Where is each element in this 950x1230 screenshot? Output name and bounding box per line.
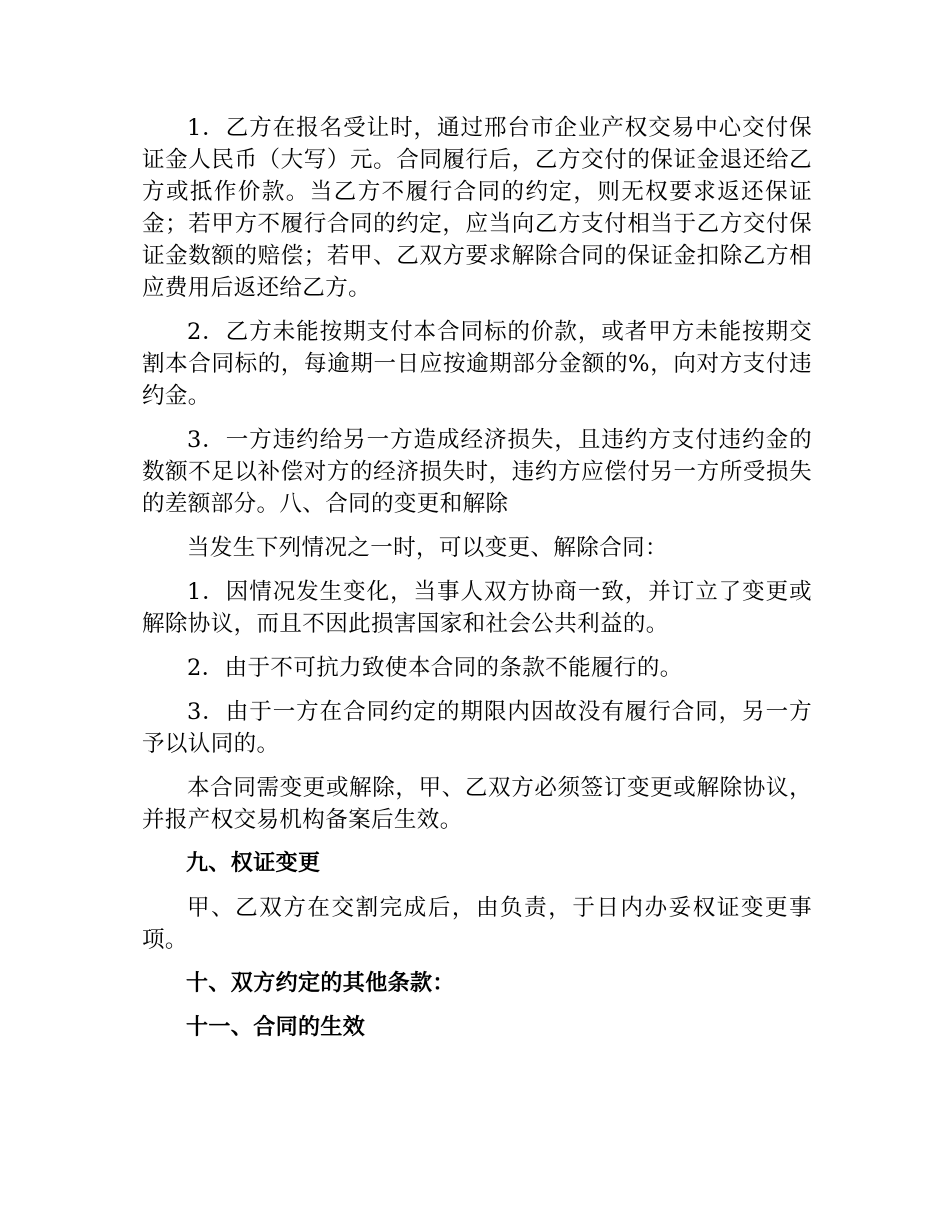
paragraph-change-filing: 本合同需变更或解除，甲、乙双方必须签订变更或解除协议，并报产权交易机构备案后生效。 bbox=[142, 775, 812, 833]
paragraph-change-conditions-intro: 当发生下列情况之一时，可以变更、解除合同： bbox=[187, 535, 668, 561]
paragraph-deposit-clause: 1．乙方在报名受让时，通过邢台市企业产权交易中心交付保证金人民币（大写）元。合同履行后，乙方交付的保证金退还给乙方或抵作价款。当乙方不履行合同的约定，则无权要求返还保证金；若甲方不履行合同的约定，应当向乙方支付相当于乙方交付保证金数额的赔偿；若甲、乙双方要求解除合同的保证金扣除乙方相应费用后返还给乙方。 bbox=[142, 115, 812, 301]
paragraph-late-payment-clause: 2．乙方未能按期支付本合同标的价款，或者甲方未能按期交割本合同标的，每逾期一日应按逾期部分金额的%，向对方支付违约金。 bbox=[142, 319, 812, 409]
document-page bbox=[142, 112, 812, 1056]
paragraph-change-condition-3: 3．由于一方在合同约定的期限内因故没有履行合同，另一方予以认同的。 bbox=[142, 699, 812, 757]
section-heading-title-change: 九、权证变更 bbox=[186, 851, 321, 876]
paragraph-title-change: 甲、乙双方在交割完成后，由负责，于日内办妥权证变更事项。 bbox=[142, 895, 812, 953]
section-heading-other-terms: 十、双方约定的其他条款： bbox=[186, 971, 455, 996]
paragraph-change-condition-1: 1．因情况发生变化，当事人双方协商一致，并订立了变更或解除协议，而且不因此损害国家和社会公共利益的。 bbox=[142, 579, 812, 637]
paragraph-change-condition-2: 2．由于不可抗力致使本合同的条款不能履行的。 bbox=[187, 655, 683, 681]
section-heading-effectiveness: 十一、合同的生效 bbox=[186, 1015, 366, 1040]
paragraph-loss-compensation-clause: 3．一方违约给另一方造成经济损失，且违约方支付违约金的数额不足以补偿对方的经济损失时，违约方应偿付另一方所受损失的差额部分。八、合同的变更和解除 bbox=[142, 427, 812, 517]
